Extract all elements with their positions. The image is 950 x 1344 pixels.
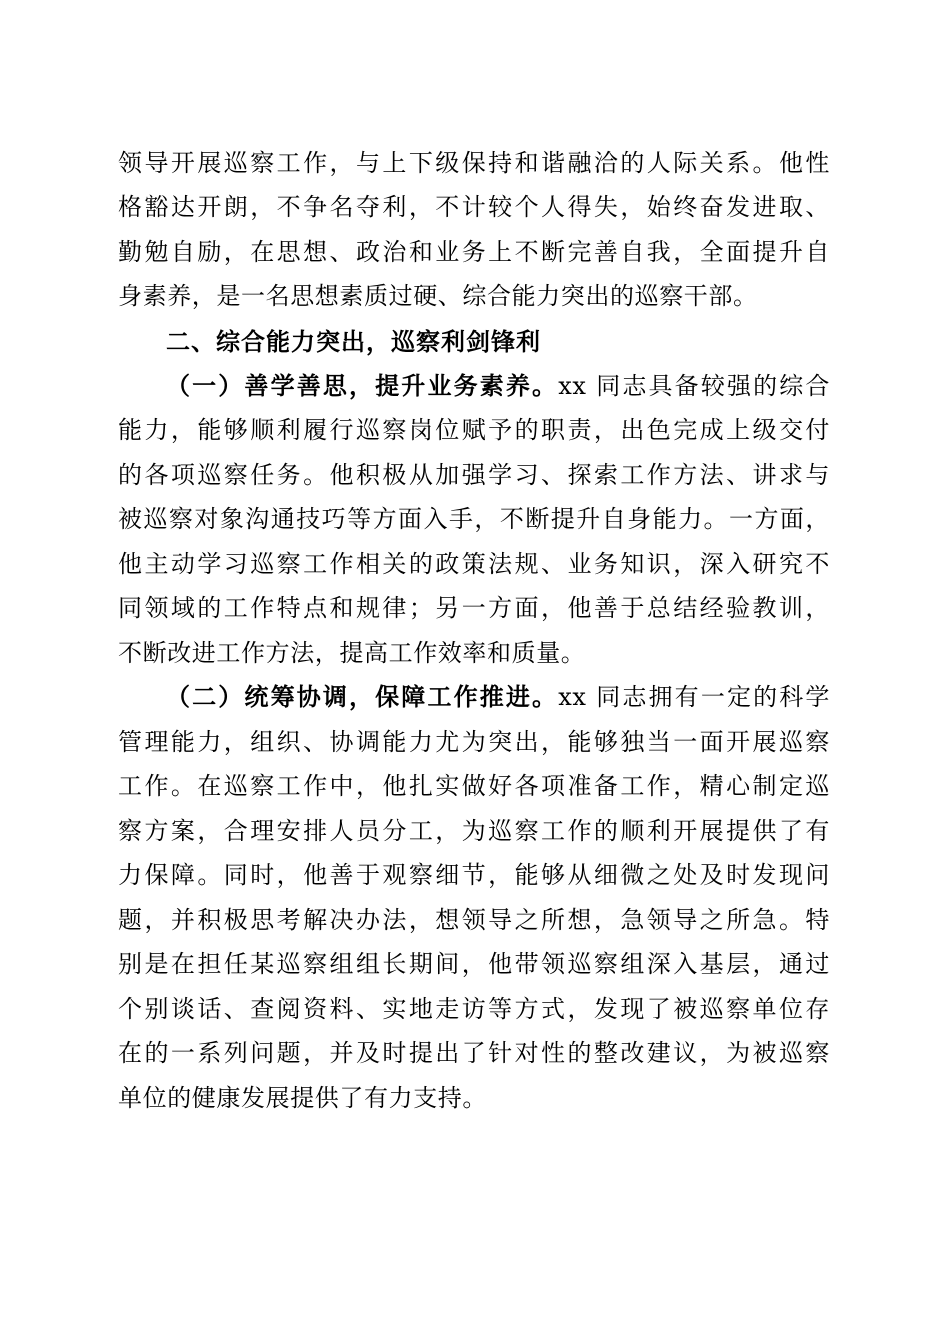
paragraph-line: 别是在担任某巡察组组长期间，他带领巡察组深入基层，通过 <box>118 950 830 978</box>
paragraph-first-line <box>166 675 830 719</box>
paragraph-line: 勤勉自励，在思想、政治和业务上不断完善自我，全面提升自 <box>118 238 830 266</box>
paragraph-lead-rest: xx 同志拥有一定的科学 <box>558 683 830 711</box>
paragraph-lead-rest: xx 同志具备较强的综合 <box>558 372 830 400</box>
paragraph-line: 不断改进工作方法，提高工作效率和质量。 <box>118 639 586 667</box>
paragraph-line: 的各项巡察任务。他积极从加强学习、探索工作方法、讲求与 <box>118 461 830 489</box>
paragraph-line: 力保障。同时，他善于观察细节，能够从细微之处及时发现问 <box>118 861 830 889</box>
paragraph-line: 同领域的工作特点和规律；另一方面，他善于总结经验教训， <box>118 594 830 622</box>
paragraph-first-line <box>166 364 830 408</box>
paragraph-line: 领导开展巡察工作，与上下级保持和谐融洽的人际关系。他性 <box>118 149 830 177</box>
paragraph-line: 身素养，是一名思想素质过硬、综合能力突出的巡察干部。 <box>118 282 758 310</box>
paragraph-line: 单位的健康发展提供了有力支持。 <box>118 1084 487 1112</box>
section-heading: 二、综合能力突出，巡察利剑锋利 <box>166 328 541 356</box>
paragraph-lead: （二）统筹协调，保障工作推进。 <box>166 682 559 711</box>
paragraph-line: 格豁达开朗，不争名夺利，不计较个人得失，始终奋发进取、 <box>118 193 830 221</box>
paragraph-line: 管理能力，组织、协调能力尤为突出，能够独当一面开展巡察 <box>118 728 830 756</box>
paragraph-line: 在的一系列问题，并及时提出了针对性的整改建议，为被巡察 <box>118 1039 830 1067</box>
paragraph-line: 个别谈话、查阅资料、实地走访等方式，发现了被巡察单位存 <box>118 995 830 1023</box>
paragraph-line: 工作。在巡察工作中，他扎实做好各项准备工作，精心制定巡 <box>118 772 830 800</box>
paragraph-line: 他主动学习巡察工作相关的政策法规、业务知识，深入研究不 <box>118 550 830 578</box>
paragraph-line: 察方案，合理安排人员分工，为巡察工作的顺利开展提供了有 <box>118 817 830 845</box>
paragraph-line: 题，并积极思考解决办法，想领导之所想，急领导之所急。特 <box>118 906 830 934</box>
paragraph-lead: （一）善学善思，提升业务素养。 <box>166 371 559 400</box>
paragraph-line: 被巡察对象沟通技巧等方面入手，不断提升自身能力。一方面， <box>118 505 830 533</box>
paragraph-line: 能力，能够顺利履行巡察岗位赋予的职责，出色完成上级交付 <box>118 416 830 444</box>
